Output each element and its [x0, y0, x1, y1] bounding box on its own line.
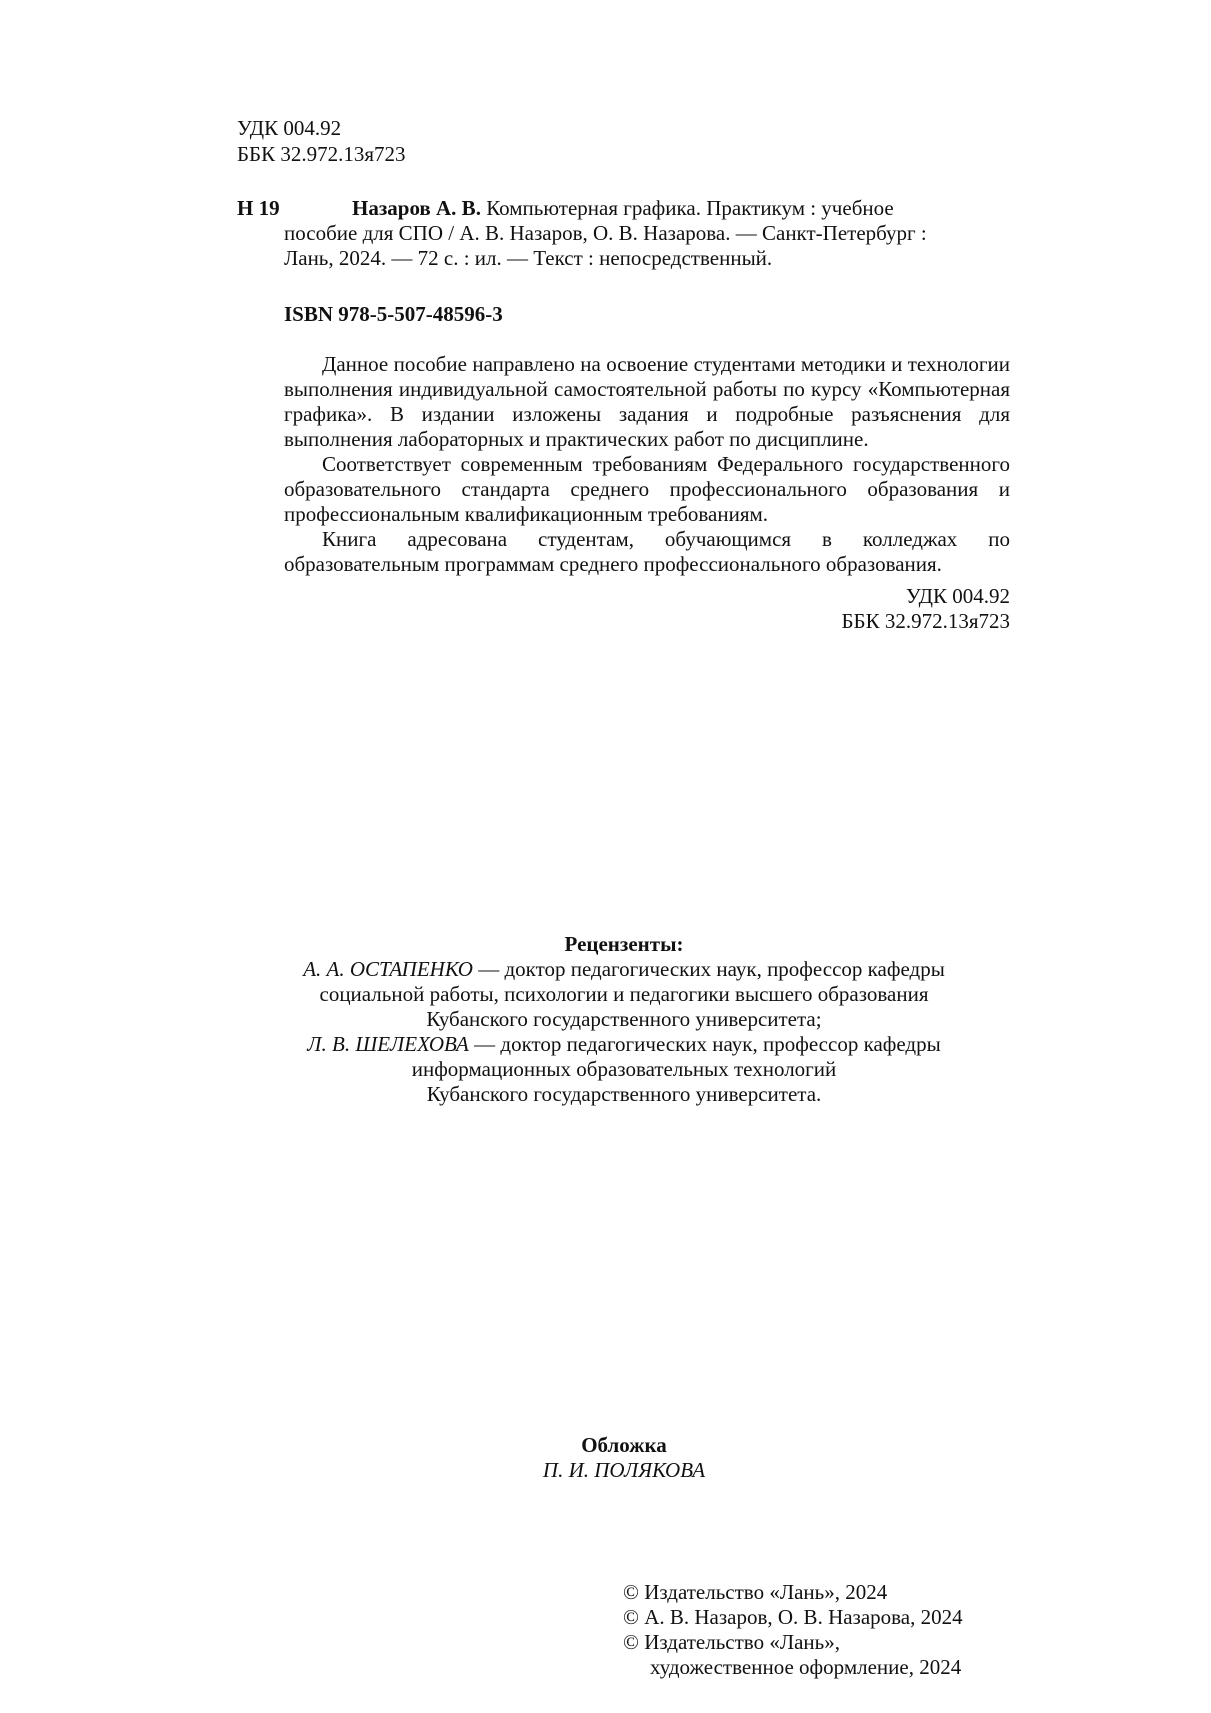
reviewers-block	[200, 932, 1048, 1107]
reviewer-1-name: А. А. ОСТАПЕНКО	[303, 957, 473, 981]
annotation	[284, 352, 1010, 577]
annotation-paragraph-2: Соответствует современным требованиям Федерального государственного образовательного стандарта среднего профессионального образования и профессиональным квалификационным требованиям.	[284, 452, 1010, 526]
udk-code-top: УДК 004.92	[237, 116, 342, 140]
biblio-line-1	[284, 196, 1010, 221]
reviewer-1-line-2: социальной работы, психологии и педагогики высшего образования	[319, 982, 929, 1006]
bbk-code-bottom: ББК 32.972.13я723	[841, 609, 1010, 633]
biblio-line-2: пособие для СПО / А. В. Назаров, О. В. Назарова. — Санкт-Петербург :	[284, 221, 927, 245]
copyright-line-3: © Издательство «Лань»,	[623, 1630, 840, 1654]
reviewer-2-line-3: Кубанского государственного университета.	[426, 1082, 822, 1106]
reviewer-2-line-2: информационных образовательных технологий	[411, 1057, 837, 1081]
cover-heading: Обложка	[581, 1433, 667, 1457]
isbn: ISBN 978-5-507-48596-3	[284, 302, 503, 326]
reviewer-2-name: Л. В. ШЕЛЕХОВА	[307, 1032, 469, 1056]
annotation-paragraph-3: Книга адресована студентам, обучающимся в колледжах по образовательным программам среднего профессионального образования.	[284, 527, 1010, 576]
reviewer-1-line-3: Кубанского государственного университета;	[426, 1007, 822, 1031]
classification-block	[284, 584, 1010, 634]
annotation-paragraph-1: Данное пособие направлено на освоение студентами методики и технологии выполнения индивидуальной самостоятельной работы по курсу «Компьютерная графика». В издании изложены задания и подробные разъяснения для выполнения лабораторных и практических работ по дисциплине.	[284, 352, 1010, 451]
biblio-title: Компьютерная графика. Практикум : учебное	[480, 196, 894, 220]
reviewer-1-line-1: А. А. ОСТАПЕНКО — доктор педагогических наук, профессор кафедры	[303, 957, 945, 981]
copyright-block	[623, 1580, 1043, 1680]
cover-credit	[200, 1433, 1048, 1483]
copyright-line-1: © Издательство «Лань», 2024	[623, 1580, 888, 1604]
cover-designer: П. И. ПОЛЯКОВА	[542, 1458, 706, 1482]
biblio-line-3: Лань, 2024. — 72 с. : ил. — Текст : непосредственный.	[284, 246, 773, 270]
copyright-line-3-continued: художественное оформление, 2024	[650, 1655, 962, 1679]
bibliographic-record	[284, 196, 1010, 271]
bbk-code-top: ББК 32.972.13я723	[237, 142, 406, 166]
reviewers-heading: Рецензенты:	[564, 932, 684, 956]
reviewer-2-line-1: Л. В. ШЕЛЕХОВА — доктор педагогических наук, профессор кафедры	[307, 1032, 941, 1056]
copyright-line-2: © А. В. Назаров, О. В. Назарова, 2024	[623, 1605, 963, 1629]
udk-code-bottom: УДК 004.92	[905, 584, 1010, 608]
author-mark: Н 19	[237, 196, 280, 220]
biblio-author: Назаров А. В.	[352, 196, 481, 220]
